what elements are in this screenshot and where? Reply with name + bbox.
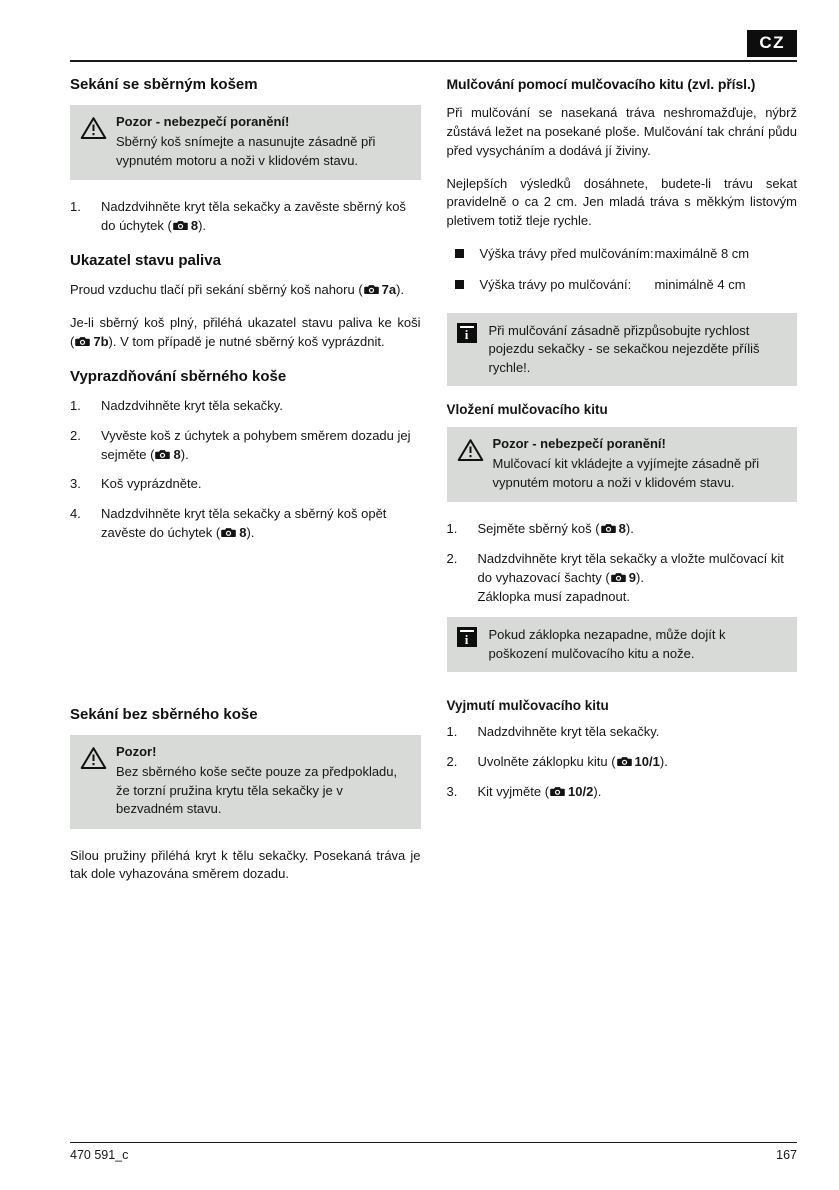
camera-icon	[601, 523, 616, 534]
bullet-item	[447, 245, 798, 264]
step-number: 2.	[446, 754, 458, 770]
warning-box-mulch-kit	[447, 427, 798, 502]
camera-icon	[155, 449, 170, 460]
page-number: 167	[776, 1148, 797, 1162]
step-number: 1.	[446, 521, 458, 537]
paragraph-airflow: Proud vzduchu tlačí při sekání sběrný koš nahoru ( 7a).	[70, 282, 405, 298]
heading-mowing-without-basket: Sekání bez sběrného koše	[70, 705, 258, 723]
numbered-step	[70, 397, 421, 416]
footer-row	[70, 1148, 797, 1190]
warning-content	[116, 114, 410, 170]
bullet-label: Výška trávy před mulčováním:	[479, 246, 654, 262]
figure-reference: ( 10/1)	[611, 754, 665, 770]
numbered-step	[447, 783, 798, 802]
info-glyph: i	[464, 631, 469, 647]
square-bullet	[455, 280, 464, 289]
paragraph-spring: Silou pružiny přiléhá kryt k tělu sekačky. Posekaná tráva je tak dole vyhazována směrem dozadu.	[70, 847, 421, 882]
figure-reference: ( 7a)	[358, 282, 401, 298]
note-text: Při mulčování zásadně přizpůsobujte rychlost pojezdu sekačky - se sekačkou nejezděte příliš rychle!.	[488, 322, 760, 375]
bullet-value: maximálně 8 cm	[654, 246, 750, 262]
paragraph-basket-full: Je-li sběrný koš plný, přiléhá ukazatel stavu paliva ke koši ( 7b). V tom případě je nutné sběrný koš vyprázdnit.	[70, 314, 421, 349]
warning-text: Bez sběrného koše sečte pouze za předpokladu, že torzní pružina krytu těla sekačky je v bezvadném stavu.	[116, 764, 398, 817]
language-badge: CZ	[747, 30, 797, 57]
step-text: Nadzdvihněte kryt těla sekačky a zavěste sběrný koš do úchytek ( 8).	[101, 199, 406, 233]
warning-title: Pozor - nebezpečí poranění!	[116, 114, 290, 130]
warning-box-no-basket	[70, 735, 421, 828]
page-header	[70, 0, 797, 62]
camera-icon	[611, 572, 626, 583]
info-icon	[457, 323, 477, 343]
warning-text: Sběrný koš snímejte a nasunujte zásadně při vypnutém motoru a noži v klidovém stavu.	[116, 134, 376, 168]
warning-title: Pozor - nebezpečí poranění!	[492, 436, 666, 452]
figure-reference: ( 8)	[150, 446, 186, 462]
info-note-speed	[447, 313, 798, 386]
note-text: Pokud záklopka nezapadne, může dojít k poškození mulčovacího kitu a nože.	[488, 627, 726, 661]
info-note-latch	[447, 617, 798, 672]
step-number: 1.	[70, 397, 81, 413]
paragraph-mulching-results: Nejlepších výsledků dosáhnete, budete-li trávu sekat pravidelně o ca 2 cm. Jen mladá tráva s měkkým listovým pletivem totiž tleje rychle.	[446, 175, 797, 229]
bullet-item	[447, 276, 798, 295]
step-text: Kit vyjměte ( 10/2).	[477, 784, 602, 800]
warning-text: Mulčovací kit vkládejte a vyjímejte zásadně při vypnutém motoru a noži v klidovém stavu.	[492, 456, 760, 490]
camera-icon	[75, 336, 90, 347]
step-text: Koš vyprázdněte.	[101, 476, 202, 492]
numbered-step	[447, 550, 798, 607]
step-number: 3.	[70, 476, 81, 492]
figure-reference: ( 7b)	[70, 333, 113, 349]
paragraph-mulching-intro: Při mulčování se nasekaná tráva neshromažďuje, nýbrž zůstává ležet na posekané ploše. Mulčování tak chrání půdu před vysycháním a dodává jí živiny.	[446, 105, 797, 158]
heading-remove-mulch-kit: Vyjmutí mulčovacího kitu	[446, 698, 609, 714]
step-number: 1.	[446, 724, 458, 740]
numbered-step	[447, 520, 798, 539]
square-bullet	[455, 249, 464, 258]
camera-icon	[221, 527, 236, 538]
step-number: 3.	[446, 784, 458, 800]
camera-icon	[617, 756, 632, 767]
step-text: Sejměte sběrný koš ( 8).	[477, 521, 634, 537]
step-number: 4.	[70, 506, 81, 522]
heading-insert-mulch-kit: Vložení mulčovacího kitu	[446, 402, 608, 418]
numbered-step	[70, 505, 421, 543]
step-text: Uvolněte záklopku kitu ( 10/1).	[477, 754, 668, 770]
warning-content	[493, 436, 787, 492]
bullet-value: minimálně 4 cm	[654, 277, 746, 292]
camera-icon	[364, 284, 379, 295]
step-text: Nadzdvihněte kryt těla sekačky.	[101, 397, 283, 413]
numbered-step	[447, 723, 798, 742]
step-text: Nadzdvihněte kryt těla sekačky.	[477, 724, 660, 740]
numbered-step	[70, 475, 421, 494]
info-glyph: i	[464, 327, 469, 343]
numbered-step	[70, 198, 421, 236]
figure-reference: ( 8)	[595, 521, 631, 537]
step-text: Vyvěste koš z úchytek a pohybem směrem dozadu jej sejměte ( 8).	[101, 427, 411, 462]
numbered-step	[447, 753, 798, 772]
left-column	[70, 76, 421, 1134]
figure-reference: ( 8)	[215, 525, 251, 541]
heading-mulching: Mulčování pomocí mulčovacího kitu (zvl. přísl.)	[446, 76, 756, 92]
warning-content	[116, 744, 410, 818]
heading-mowing-with-basket: Sekání se sběrným košem	[70, 76, 258, 93]
numbered-step	[70, 427, 421, 465]
content-columns	[70, 62, 797, 1134]
step-text: Nadzdvihněte kryt těla sekačky a vložte mulčovací kit do vyhazovací šachty ( 9). Záklopka musí zapadnout.	[477, 550, 784, 604]
heading-fill-indicator: Ukazatel stavu paliva	[70, 251, 221, 269]
right-column	[447, 76, 798, 1134]
heading-emptying-basket: Vyprazdňování sběrného koše	[70, 367, 287, 385]
figure-reference: ( 8)	[167, 218, 203, 233]
warning-triangle-icon	[80, 744, 116, 818]
step-number: 2.	[446, 550, 458, 566]
info-icon	[457, 627, 477, 647]
page-footer	[70, 1142, 797, 1190]
bullet-label: Výška trávy po mulčování:	[479, 277, 632, 292]
step-text: Nadzdvihněte kryt těla sekačky a sběrný koš opět zavěste do úchytek ( 8).	[101, 506, 387, 541]
camera-icon	[550, 786, 565, 797]
figure-reference: ( 10/2)	[544, 784, 598, 800]
camera-icon	[173, 220, 188, 231]
warning-triangle-icon	[80, 114, 116, 170]
bullet-list	[447, 245, 798, 295]
step-number: 2.	[70, 427, 81, 443]
warning-title: Pozor!	[116, 744, 157, 760]
figure-reference: ( 9)	[605, 569, 641, 585]
warning-box-basket	[70, 105, 421, 180]
warning-triangle-icon	[457, 436, 493, 492]
document-code: 470 591_c	[70, 1148, 129, 1162]
step-number: 1.	[70, 199, 81, 215]
